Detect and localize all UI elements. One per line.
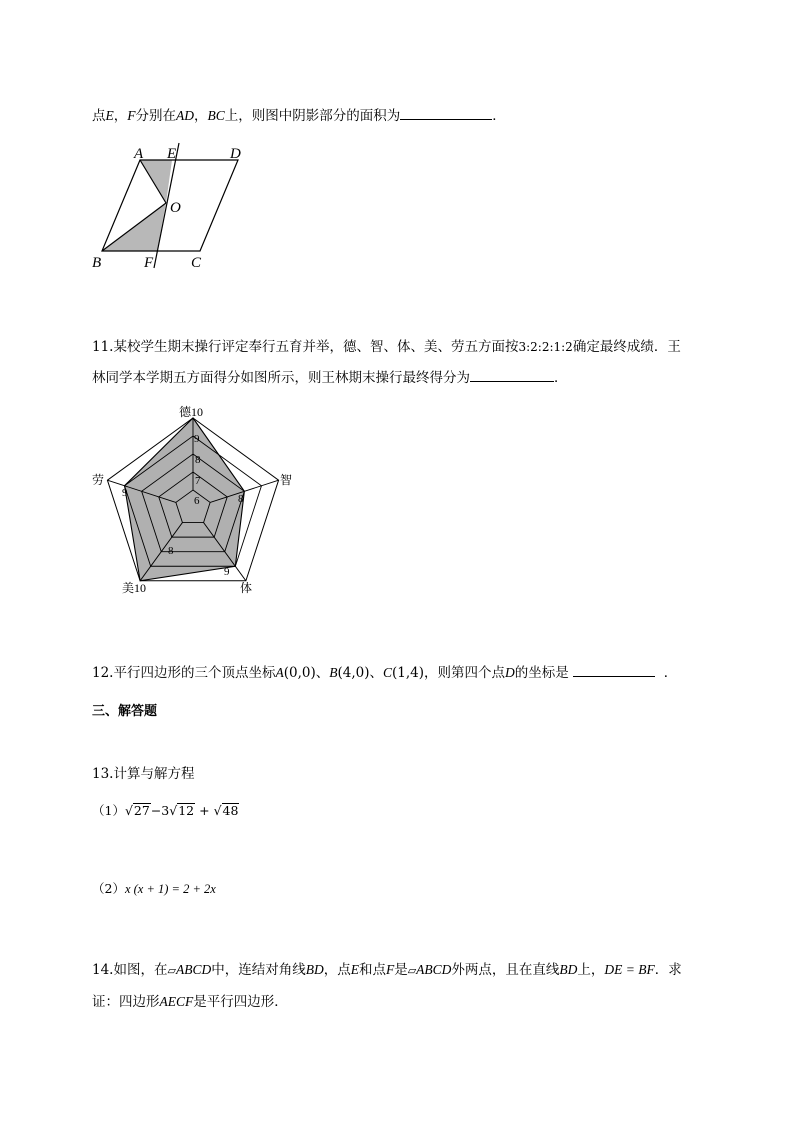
q14-text: 是 — [394, 962, 408, 978]
q14-aecf: AECF — [159, 994, 194, 1009]
q13-minus: −3 — [150, 803, 170, 818]
label-a: A — [134, 146, 144, 162]
label-b: B — [92, 255, 102, 271]
q13-radicand-12: 12 — [178, 803, 195, 818]
tick-label-7: 7 — [195, 475, 201, 487]
q14-text: 上， — [577, 962, 605, 978]
q12-answer-blank[interactable] — [573, 675, 655, 677]
q14-line2 — [92, 990, 288, 1010]
q11-line2 — [92, 366, 568, 386]
sqrt-icon: √ — [124, 803, 133, 818]
tick-label-6: 6 — [194, 495, 200, 507]
q11-text-b: 确定最终成绩．王 — [572, 339, 681, 355]
section-title: 三、解答题 — [92, 704, 158, 719]
q11-end: ． — [554, 370, 568, 386]
score-label-mei: 8 — [168, 545, 174, 557]
axis-label-zhi: 智 — [280, 473, 293, 487]
q10-text — [92, 104, 506, 124]
q12-end: ． — [663, 665, 678, 681]
tick-label-8: 8 — [195, 454, 201, 466]
q12-point-b: B — [329, 665, 338, 680]
q13-part1-label: （1） — [92, 803, 125, 818]
q14-point-e: E — [350, 962, 359, 977]
q12-prefix: 12.平行四边形的三个顶点坐标 — [92, 665, 276, 681]
q13-radicand-48: 48 — [222, 803, 239, 818]
q11-radar-chart — [88, 400, 298, 600]
q13-part2-label: （2） — [92, 881, 125, 896]
q11-line1 — [92, 335, 681, 355]
q12-coord-c: (1,4) — [392, 665, 425, 681]
q14-text: ，点 — [323, 962, 351, 978]
q12-mid: ，则第四个点 — [424, 665, 506, 681]
q10-answer-blank[interactable] — [400, 118, 492, 120]
q13-title: 13.计算与解方程 — [92, 766, 195, 782]
q14-line1 — [92, 958, 682, 978]
parallelogram-icon: ▱ — [407, 964, 417, 977]
q14-text: 是平行四边形． — [193, 994, 288, 1010]
q14-text: ．求 — [654, 962, 682, 978]
label-c: C — [191, 255, 202, 271]
q10-end: ． — [492, 108, 506, 124]
score-label-ti: 9 — [224, 566, 230, 578]
sqrt-icon: √ — [213, 803, 222, 818]
axis-label-de: 德10 — [179, 405, 204, 419]
axis-label-ti: 体 — [240, 581, 253, 595]
q11-answer-blank[interactable] — [470, 380, 554, 382]
q14-bd: BD — [559, 962, 578, 977]
q14-bd: BD — [305, 962, 324, 977]
q14-point-f: F — [385, 962, 395, 977]
q10-suffix: 上，则图中阴影部分的面积为 — [224, 108, 401, 124]
q12-coord-a: (0,0) — [283, 665, 316, 681]
q13-part2 — [92, 879, 216, 897]
q14-abcd: ABCD — [416, 962, 452, 977]
q10-comma: ， — [113, 108, 128, 124]
axis-label-mei: 美10 — [122, 581, 147, 595]
label-e: E — [167, 146, 177, 162]
q12-coord-b: (4,0) — [337, 665, 370, 681]
score-label-zhi: 8 — [238, 493, 244, 505]
tick-label-9: 9 — [194, 433, 200, 445]
axis-label-lao: 劳 — [92, 473, 105, 487]
q13-plus: + — [195, 803, 214, 818]
q10-point-f: F — [127, 108, 136, 123]
q10-prefix: 点 — [92, 108, 106, 124]
q14-text: 证：四边形 — [92, 994, 160, 1010]
q12-sep: 、 — [315, 665, 330, 681]
q11-text-a: 11.某校学生期末操行评定奉行五育并举，德、智、体、美、劳五方面按 — [92, 339, 519, 355]
q12-point-a: A — [275, 665, 284, 680]
q10-parallelogram-figure — [88, 140, 263, 275]
q12-point-d: D — [505, 665, 515, 680]
label-d: D — [230, 146, 241, 162]
label-o: O — [170, 200, 181, 216]
shaded-region-top — [140, 160, 172, 203]
q14-equation: DE = BF — [604, 962, 655, 977]
q13-radicand-27: 27 — [133, 803, 150, 818]
q14-text: 中，连结对角线 — [211, 962, 306, 978]
q12-sep: 、 — [369, 665, 384, 681]
q12-point-c: C — [383, 665, 393, 680]
q14-text: 外两点，且在直线 — [451, 962, 560, 978]
sqrt-icon: √ — [169, 803, 178, 818]
q14-text: 和点 — [358, 962, 386, 978]
label-f: F — [144, 255, 154, 271]
q10-segment-bc: BC — [207, 108, 225, 123]
q13-part1 — [92, 801, 239, 819]
q12-suffix: 的坐标是 — [514, 665, 569, 681]
q11-ratio: 3:2:2:1:2 — [518, 340, 573, 354]
q10-comma: ， — [194, 108, 208, 124]
q13-equation: x (x + 1) = 2 + 2x — [124, 882, 216, 896]
q10-segment-ad: AD — [176, 108, 194, 123]
q10-mid: 分别在 — [135, 108, 176, 124]
q14-abcd: ABCD — [175, 962, 212, 977]
q12-text — [92, 661, 677, 681]
parallelogram-icon: ▱ — [167, 964, 176, 977]
q14-text: 14.如图，在 — [92, 962, 168, 978]
q10-point-e: E — [105, 108, 114, 123]
score-label-lao: 9 — [122, 487, 128, 499]
q11-text-c: 林同学本学期五方面得分如图所示，则王林期末操行最终得分为 — [92, 370, 470, 386]
